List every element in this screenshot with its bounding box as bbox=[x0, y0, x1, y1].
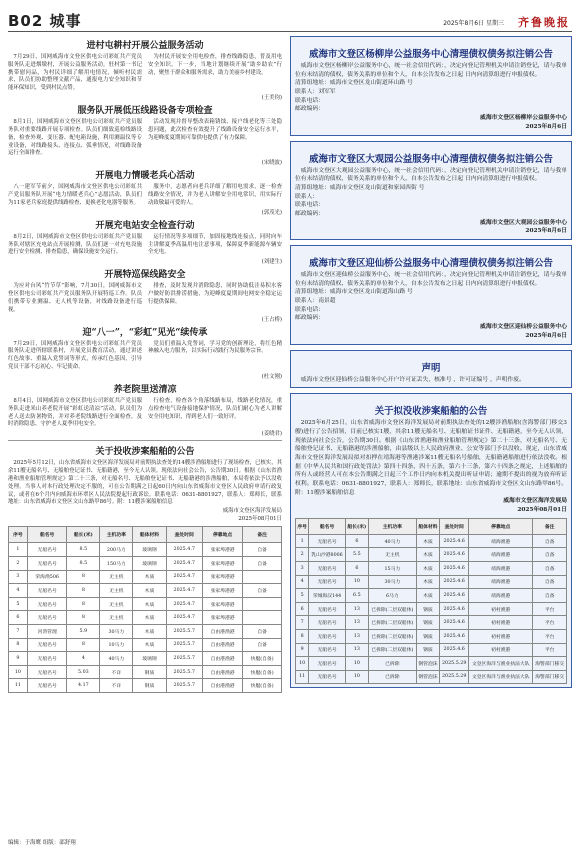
notice-text: 威海市文登区大观园公益服务中心，统一社会信用代码：，决定向登记管理机关申请注销登记，请与我单位有未结清的债权、债务关系的单位和个人，自本公告发布之日起 日内向清算组进行申报债权。 bbox=[295, 167, 567, 183]
table-cell: 5 bbox=[296, 589, 309, 603]
table-cell: 2025.5.7 bbox=[166, 679, 202, 693]
table-cell: 40马力 bbox=[368, 534, 416, 548]
table-cell: 9 bbox=[296, 643, 309, 657]
page-footer: 编辑：于海鹰 组版：邵舒翔 bbox=[8, 840, 76, 846]
page-header bbox=[8, 4, 572, 32]
article-author: (王占桥) bbox=[261, 316, 282, 323]
table-cell: 张家埠港港 bbox=[202, 597, 242, 611]
table-row bbox=[9, 597, 282, 611]
table-cell: 快艇(自备) bbox=[243, 679, 282, 693]
table-cell: 靖海渔港 bbox=[469, 548, 533, 562]
article-text: 7月29日，国网威海市文登区供电公司彩虹共产党员服务队走进所辖联系村，开展党员教育活动，通过讲述红色故事、重温入党誓词等形式，传承红色基因，引导党员干部不忘初心、牢记使命。 bbox=[8, 340, 142, 371]
table-cell: 文登区海洋与渔业执法大队 bbox=[469, 657, 533, 671]
table-cell: 7 bbox=[9, 624, 28, 638]
article-text: 运行情况等多项细节，加固接地线连接点，同时向车主讲解夏季高温用电注意事项，保障夏季新能源车辆安全充电。 bbox=[148, 233, 282, 256]
article-author: (王美钧) bbox=[261, 95, 282, 102]
table-cell: 6 bbox=[345, 534, 368, 548]
article-title: 开展特巡保线路安全 bbox=[104, 270, 186, 281]
table-cell: 张家埠港港 bbox=[202, 556, 242, 570]
table-cell: 2025.4.7 bbox=[166, 584, 202, 598]
vessel-table bbox=[295, 518, 567, 685]
table-cell: 玻璃钢 bbox=[133, 556, 166, 570]
table-header: 查处时间 bbox=[440, 518, 469, 534]
table-header: 停靠地点 bbox=[469, 518, 533, 534]
table-row bbox=[296, 670, 567, 684]
table-cell: 平台 bbox=[533, 602, 567, 616]
table-cell: 2 bbox=[9, 556, 28, 570]
table-cell: 2025.5.29 bbox=[440, 657, 469, 671]
table-cell: 已拆除 bbox=[368, 670, 416, 684]
table-cell: 13 bbox=[345, 616, 368, 630]
table-cell: 无主机 bbox=[100, 611, 133, 625]
table-cell: 平台 bbox=[533, 643, 567, 657]
notice-date: 2025年8月6日 bbox=[525, 332, 567, 339]
table-cell: 自备 bbox=[243, 556, 282, 570]
section-title: B02 城事 bbox=[8, 12, 82, 30]
table-cell: 木质 bbox=[416, 561, 439, 575]
notice-title: 威海市文登区迎仙桥公益服务中心清理债权债务拟注销公告 bbox=[309, 258, 553, 269]
table-cell: 自备 bbox=[533, 589, 567, 603]
notice-contact: 联系人：南景超 bbox=[295, 298, 336, 305]
table-cell: 13 bbox=[345, 643, 368, 657]
table-cell: 6 bbox=[296, 602, 309, 616]
table-header: 主机功率 bbox=[100, 527, 133, 543]
table-cell: 无船名号 bbox=[309, 575, 345, 589]
table-header: 船长(米) bbox=[345, 518, 368, 534]
table-cell: 13 bbox=[345, 602, 368, 616]
deregistration-notice bbox=[290, 141, 572, 241]
table-cell: 钢管泡沫 bbox=[416, 670, 439, 684]
table-cell: 初村渔港 bbox=[469, 629, 533, 643]
table-row bbox=[9, 556, 282, 570]
right-column bbox=[290, 36, 572, 836]
table-cell: 自由港渔港 bbox=[202, 652, 242, 666]
issue-date: 2025年8月6日 星期三 bbox=[443, 20, 504, 27]
vessel-table bbox=[8, 526, 282, 693]
table-row bbox=[9, 570, 282, 584]
table-row bbox=[296, 561, 567, 575]
table-cell: 已拆除(二层双船体) bbox=[368, 643, 416, 657]
article bbox=[8, 325, 282, 380]
article-text: 排查，及时发现并消除隐患，同时协助低洼易积水客户做好防洪排涝措施，为迎峰度夏期间电网安全稳定运行提供保障。 bbox=[148, 283, 282, 305]
article bbox=[8, 267, 282, 322]
table-cell: 钢质 bbox=[416, 629, 439, 643]
table-cell: 张家埠港港 bbox=[202, 584, 242, 598]
table-cell: 2025.4.7 bbox=[166, 570, 202, 584]
table-cell: 2025.5.7 bbox=[166, 665, 202, 679]
table-header: 船长(米) bbox=[67, 527, 100, 543]
table-row bbox=[9, 652, 282, 666]
table-cell: 玻璃钢 bbox=[133, 652, 166, 666]
table-cell: 11 bbox=[296, 670, 309, 684]
table-cell: 自备 bbox=[243, 624, 282, 638]
table-cell: 2025.4.6 bbox=[440, 589, 469, 603]
table-cell: 6 bbox=[9, 611, 28, 625]
table-cell: 木质 bbox=[416, 589, 439, 603]
table-cell: 无船名号 bbox=[309, 534, 345, 548]
notice-phone: 联系电话： bbox=[295, 202, 324, 209]
table-cell: 自备 bbox=[243, 543, 282, 557]
article-author: (宋晓波) bbox=[261, 160, 282, 167]
table-row bbox=[296, 602, 567, 616]
article-text: 8月4日，国网威海市文登区供电公司彩虹共产党员服务队走进米山养老院开展“彩虹送清凉”活动，队员们为老人送去防暑物资，并对养老院线路进行全面检查，及时消除隐患，守护老人夏季用电安全。 bbox=[8, 397, 142, 428]
table-cell: 无船名号 bbox=[309, 616, 345, 630]
table-cell: 张家埠港港 bbox=[202, 543, 242, 557]
table-cell: 已拆除(二层双船体) bbox=[368, 629, 416, 643]
table-cell: 不详 bbox=[100, 665, 133, 679]
left-column bbox=[8, 36, 282, 836]
table-row bbox=[9, 611, 282, 625]
statement-box bbox=[290, 350, 572, 389]
table-cell: 1 bbox=[296, 534, 309, 548]
table-cell: 钢管泡沫 bbox=[416, 657, 439, 671]
table-cell: 无船名号 bbox=[27, 638, 67, 652]
table-cell: 无船名号 bbox=[309, 670, 345, 684]
table-row bbox=[9, 638, 282, 652]
deregistration-notice bbox=[290, 245, 572, 345]
table-cell: 靖海渔港 bbox=[469, 589, 533, 603]
table-cell: 平台 bbox=[533, 616, 567, 630]
table-row bbox=[9, 584, 282, 598]
notice-address: 清算组地址：威海市文登区龙山街道和家园西街 号 bbox=[295, 184, 425, 191]
notice-contact: 联系人： bbox=[295, 193, 319, 200]
table-cell: 10马力 bbox=[100, 638, 133, 652]
notice-zip: 邮政编码： bbox=[295, 210, 324, 217]
table-row bbox=[296, 657, 567, 671]
table-cell: 无主机 bbox=[100, 597, 133, 611]
notice-org: 威海市文登区迎仙桥公益服务中心 bbox=[480, 324, 567, 331]
table-cell: 2025.4.6 bbox=[440, 643, 469, 657]
table-cell: 无主机 bbox=[100, 570, 133, 584]
table-cell: 平台 bbox=[533, 629, 567, 643]
notice-date: 2025年08月01日 bbox=[517, 507, 567, 514]
table-cell: 初村渔港 bbox=[469, 602, 533, 616]
table-cell: 初村渔港 bbox=[469, 643, 533, 657]
table-cell: 2025.5.7 bbox=[166, 652, 202, 666]
article-text: 行检查，检查各个角落线路布局，线路老化情况，重点检查电气设备接地保护情况，队员们耐心为老人讲解安全用电知识，得到老人们一致好评。 bbox=[148, 397, 282, 420]
table-cell: 2025.4.7 bbox=[166, 543, 202, 557]
table-cell: 6.5 bbox=[345, 589, 368, 603]
table-cell: 2025.4.7 bbox=[166, 611, 202, 625]
table-header: 主机功率 bbox=[368, 518, 416, 534]
table-cell: 200马力 bbox=[100, 543, 133, 557]
table-cell: 玻璃钢 bbox=[133, 543, 166, 557]
table-cell bbox=[243, 570, 282, 584]
article-text: 活动发现并督导整改表箱锈蚀、接户线老化等三处隐患问题，此次检查有效提升了线路设备安全运行水平，为迎峰度夏期间可靠供电提供了有力保障。 bbox=[148, 119, 282, 141]
table-cell bbox=[243, 611, 282, 625]
table-cell: 自由港渔港 bbox=[202, 665, 242, 679]
notice-confiscation bbox=[8, 444, 282, 693]
table-cell: 自备 bbox=[533, 575, 567, 589]
table-header: 停靠地点 bbox=[202, 527, 242, 543]
table-cell: 13 bbox=[345, 629, 368, 643]
table-cell: 40马力 bbox=[100, 652, 133, 666]
table-cell: 30马力 bbox=[368, 575, 416, 589]
table-row bbox=[296, 534, 567, 548]
table-cell: 5.9 bbox=[67, 624, 100, 638]
table-cell: 无船名号 bbox=[27, 679, 67, 693]
table-cell: 木质 bbox=[133, 570, 166, 584]
notice-date: 2025年08月01日 bbox=[238, 516, 282, 523]
table-cell: 10 bbox=[345, 657, 368, 671]
article-title: 进村屯耕村开展公益服务活动 bbox=[86, 41, 204, 51]
table-cell: 钢质 bbox=[416, 602, 439, 616]
article-text: 7月29日，国网威海市文登区供电公司彩虹共产党员服务队走进烟墩村，开展公益服务活动。驻村第一书记携带慰问品，为村民详细了解用电情况，倾听村民需求，队员们协助整理文献产品，通报电力安全知识和节能环保知识，受到村民点赞。 bbox=[8, 54, 142, 92]
table-cell: 自备 bbox=[243, 638, 282, 652]
table-cell: 8 bbox=[67, 611, 100, 625]
table-cell: 文登区海洋与渔业执法大队 bbox=[469, 670, 533, 684]
article-text: 党员们重温入党誓词，学习党的创新理论，将红色精神融入电力服务，以实际行动践行为民服务宗旨。 bbox=[148, 340, 282, 355]
table-cell: 4 bbox=[67, 652, 100, 666]
table-cell: 无船名号 bbox=[309, 602, 345, 616]
notice-org: 威海市文登区大观园公益服务中心 bbox=[480, 219, 567, 226]
table-row bbox=[296, 589, 567, 603]
article-author: (杜文刚) bbox=[261, 373, 282, 380]
table-cell: 9 bbox=[9, 652, 28, 666]
table-row bbox=[9, 624, 282, 638]
table-cell: 8 bbox=[67, 584, 100, 598]
table-cell: 150马力 bbox=[100, 556, 133, 570]
table-cell: 11 bbox=[9, 679, 28, 693]
table-cell: 无船名号 bbox=[309, 657, 345, 671]
table-cell: 无船名号 bbox=[27, 584, 67, 598]
table-cell: 木质 bbox=[133, 624, 166, 638]
table-row bbox=[296, 629, 567, 643]
table-cell: 7 bbox=[296, 616, 309, 630]
table-cell: 2025.4.6 bbox=[440, 548, 469, 562]
table-cell: 海警部门移交 bbox=[533, 670, 567, 684]
table-row bbox=[9, 665, 282, 679]
table-cell: 2025.4.6 bbox=[440, 602, 469, 616]
table-cell: 2025.4.6 bbox=[440, 616, 469, 630]
table-header: 序号 bbox=[9, 527, 28, 543]
article-text: 8月2日，国网威海市文登区供电公司彩虹共产党员服务队对辖区充电站点开展检测，队员们逐一对充电设施进行安全检测，排查隐患，确保设施安全运行。 bbox=[8, 233, 142, 256]
table-cell: 5 bbox=[9, 597, 28, 611]
notice-text: 威海市文登区杨柳岸公益服务中心，统一社会信用代码：，决定向登记管理机关申请注销登记，请与我单位有未结清的债权、债务关系的单位和个人，自本公告发布之日起 日内向清算组进行申报债权。 bbox=[295, 63, 567, 78]
table-cell: 乳山沙港8006 bbox=[309, 548, 345, 562]
notice-date: 2025年8月6日 bbox=[525, 123, 567, 130]
table-cell: 3 bbox=[9, 570, 28, 584]
table-cell: 自备 bbox=[533, 561, 567, 575]
notice-title: 关于拟没收涉案船舶的公告 bbox=[374, 406, 488, 418]
table-header: 备注 bbox=[243, 527, 282, 543]
table-cell: 已拆除 bbox=[368, 657, 416, 671]
table-cell: 钢质 bbox=[133, 679, 166, 693]
table-cell: 已拆除(二层双船体) bbox=[368, 616, 416, 630]
notice-org: 威海市文登区杨柳岸公益服务中心 bbox=[480, 115, 567, 122]
table-cell: 海警部门移交 bbox=[533, 657, 567, 671]
statement-text: 威海市文登区迎仙桥公益服务中心开户许可证丢失，核准号 ，许可证编号 ，声明作废。 bbox=[300, 376, 525, 383]
table-cell: 2025.4.6 bbox=[440, 534, 469, 548]
notice-address: 清算组地址：威海市文登区龙山街道环山路 号 bbox=[295, 80, 413, 87]
table-cell: 6 bbox=[345, 561, 368, 575]
table-header: 船名号 bbox=[27, 527, 67, 543]
notice-phone: 联系电话： bbox=[295, 97, 324, 104]
table-cell: 5.5 bbox=[345, 548, 368, 562]
table-cell: 4 bbox=[9, 584, 28, 598]
article-text: 八一建军节前夕，国网威海市文登区供电公司彩虹共产党员服务队开展“电力情暖老兵心”志愿活动，队员们为11家老兵家庭提供线路检查、更换老化电器等服务。 bbox=[8, 184, 142, 206]
table-cell: 6马力 bbox=[368, 589, 416, 603]
article-text: 服务中，志愿者向老兵详细了解用电需求，逐一检查线路安全情况，并为老人讲解安全用电常识，用实际行动致敬最可爱的人。 bbox=[148, 184, 282, 206]
table-cell: 无主机 bbox=[368, 548, 416, 562]
table-cell: 无船名号 bbox=[309, 629, 345, 643]
article-title: 养老院里送清凉 bbox=[113, 384, 177, 395]
notice-text: 威海市文登区迎仙桥公益服务中心，统一社会信用代码：，决定向登记管理机关申请注销登记，请与我单位有未结清的债权、债务关系的单位和个人，自本公告发布之日起 日内向清算组进行申报债权。 bbox=[295, 272, 567, 287]
table-cell: 木质 bbox=[133, 638, 166, 652]
table-header: 船名号 bbox=[309, 518, 345, 534]
table-cell: 30马力 bbox=[100, 624, 133, 638]
article-title: 服务队开展低压线路设备专项检查 bbox=[77, 106, 213, 117]
table-cell: 木质 bbox=[416, 575, 439, 589]
statement-title: 声明 bbox=[421, 362, 441, 374]
notice-text: 2025年6月25日，山东省威海市文登区海洋发展局对前期执法查处的12艘涉渔船舶(含海警部门移交3艘)进行了公告招领，目前已核实1艘，其余11艘无船名号、无船舶证书证件、无船籍港，至今无人认领，现依法向社会公告，公告期30日。根据《山东省渔港和渔业船舶管理规定》第二十三条，对无船名号、无船舶登记证书、无船籍港的涉渔船舶，由县级以上人民政府渔业、公安等部门予以没收。现定，山东省威海市文登区海洋发展局拟对扣押在靖海港等渔港涉案11艘无船名号船舶，无船籍港船舶进行依法没收。根据《中华人民共和国行政处罚法》第四十四条、四十五条，第六十三条，第六十四条之规定，上述船舶的所有人或经营人可在本公告期满之日起三个工作日内向本机关提出听证申请；逾期不提出的视为放弃听证权利。联系电话：0631-8801927，联系人：郑师长，联系地址：山东省威海市文登区文山东路甲86号。附：11艘涉案船舶信息 bbox=[295, 420, 567, 496]
notice-address: 清算组地址：威海市文登区龙山街道海山路 号 bbox=[295, 289, 413, 296]
notice-title: 威海市文登区大观园公益服务中心清理债权债务拟注销公告 bbox=[309, 153, 553, 165]
notice-title: 关于投收涉案船舶的公告 bbox=[95, 447, 195, 458]
article bbox=[8, 218, 282, 265]
table-cell: 2 bbox=[296, 548, 309, 562]
table-cell: 3 bbox=[296, 561, 309, 575]
table-cell: 张家埠港港 bbox=[202, 611, 242, 625]
table-cell: 8.5 bbox=[67, 556, 100, 570]
notice-text: 2025年5月12日，山东省威海市文登区海洋发展局对前期执法查处的14艘涉渔船舶进行了现场检查，已核实，其余11艘无船名号、无船舶登记证书、无船籍港，至今无人认领。现依法向社会公告，公告期30日。根据《山东省渔港和渔业船舶管理规定》第二十三条，对无船名号、无船舶登记证书、无船籍港的涉渔船舶，本局将依法予以没收处理。当事人对本行政处理决定不服的，可在公告期满之日起60日内向山东省威海市文登区人民政府申请行政复议，或者在6个月内向威海市环翠区人民法院提起行政诉讼。联系电话：0631-8801927，联系人：郑师长，联系地址：山东省威海市文登区文山东路甲86号。附：11艘涉案船舶信息 bbox=[8, 460, 282, 506]
table-cell: 自备 bbox=[533, 548, 567, 562]
notice-phone: 联系电话： bbox=[295, 306, 324, 313]
table-cell: 无船名号 bbox=[27, 543, 67, 557]
table-cell: 靖海渔港 bbox=[469, 575, 533, 589]
table-cell: 8 bbox=[296, 629, 309, 643]
table-cell: 4 bbox=[296, 575, 309, 589]
table-cell: 8 bbox=[67, 638, 100, 652]
article-title: 开展电力情暖老兵心活动 bbox=[95, 171, 195, 182]
notice-zip: 邮政编码： bbox=[295, 315, 324, 322]
table-cell: 2025.5.7 bbox=[166, 638, 202, 652]
table-cell: 1 bbox=[9, 543, 28, 557]
table-cell: 2025.4.7 bbox=[166, 556, 202, 570]
table-cell: 2025.4.6 bbox=[440, 561, 469, 575]
article-title: 迎“八一”，“彩虹”见光“续传承 bbox=[82, 327, 208, 338]
table-cell: 10 bbox=[345, 670, 368, 684]
table-cell: 2025.5.29 bbox=[440, 670, 469, 684]
table-cell: 自由港渔港 bbox=[202, 624, 242, 638]
table-header: 备注 bbox=[533, 518, 567, 534]
table-cell: 4.17 bbox=[67, 679, 100, 693]
table-cell: 不详 bbox=[100, 679, 133, 693]
deregistration-notice bbox=[290, 36, 572, 136]
notice-title: 威海市文登区杨柳岸公益服务中心清理债权债务拟注销公告 bbox=[309, 49, 553, 60]
table-cell: 河湾管理 bbox=[27, 624, 67, 638]
table-cell: 2025.4.6 bbox=[440, 575, 469, 589]
table-cell: 木质 bbox=[133, 584, 166, 598]
table-header: 船体材料 bbox=[416, 518, 439, 534]
table-cell: 15马力 bbox=[368, 561, 416, 575]
table-row bbox=[9, 543, 282, 557]
table-cell: 10 bbox=[9, 665, 28, 679]
table-cell: 无船名号 bbox=[27, 556, 67, 570]
article-text: 为应对台风“竹节草”影响，7月30日，国网威海市文登区供电公司彩虹共产党员服务队开展特巡工作。队员们携带专业测温、无人机等设备，对线路设备进行巡视。 bbox=[8, 283, 142, 313]
paper-logo: 齐鲁晚报 bbox=[518, 16, 570, 29]
article bbox=[8, 103, 282, 166]
table-cell: 10 bbox=[296, 657, 309, 671]
table-cell: 2025.5.7 bbox=[166, 624, 202, 638]
notice-contact: 联系人：刘军军 bbox=[295, 89, 336, 96]
table-cell: 8 bbox=[9, 638, 28, 652]
table-row bbox=[296, 548, 567, 562]
article-text: 为村民开展安全用电检查，排查线路隐患，普及用电安全知识。下一步，当地计划继续开展“助乡助农”行动，聚焦于群众和服务需求，助力美丽乡村建设。 bbox=[148, 54, 282, 76]
table-cell: 快艇(自备) bbox=[243, 665, 282, 679]
table-cell: 自由港渔港 bbox=[202, 679, 242, 693]
notice-confiscation bbox=[290, 393, 572, 688]
table-cell: 2025.4.7 bbox=[166, 597, 202, 611]
table-cell: 钢质 bbox=[416, 616, 439, 630]
table-cell: 2025.4.6 bbox=[440, 629, 469, 643]
article-author: (刘建生) bbox=[261, 259, 282, 266]
table-header: 船体材料 bbox=[133, 527, 166, 543]
table-cell: 已拆除(二层双船体) bbox=[368, 602, 416, 616]
table-cell: 钢质 bbox=[416, 643, 439, 657]
table-cell: 自由港渔港 bbox=[202, 638, 242, 652]
table-cell: 靖海渔港 bbox=[469, 534, 533, 548]
article-text: 8月1日，国网威海市文登区供电公司彩虹共产党员服务队对重要线路开展专项检查。队员们细致巡检线路设备，检查外观、变压器、配电箱设施，利用测温仪等专业设备，对线路接头、连接点、弧垂情况，对线路设备运行全面排查。 bbox=[8, 119, 142, 157]
table-cell: 无船名号 bbox=[27, 611, 67, 625]
table-cell: 自备 bbox=[243, 584, 282, 598]
table-cell: 8 bbox=[67, 570, 100, 584]
table-cell: 10 bbox=[345, 575, 368, 589]
table-row bbox=[9, 679, 282, 693]
table-cell bbox=[243, 597, 282, 611]
table-header: 查处时间 bbox=[166, 527, 202, 543]
table-cell: 无船名号 bbox=[27, 665, 67, 679]
article bbox=[8, 38, 282, 101]
table-cell: 荣城海汉144 bbox=[309, 589, 345, 603]
table-cell: 木质 bbox=[416, 548, 439, 562]
notice-org: 威海市文登区海洋发展局 bbox=[222, 508, 282, 515]
table-cell: 初村渔港 bbox=[469, 616, 533, 630]
table-cell: 木质 bbox=[133, 611, 166, 625]
table-cell: 5.03 bbox=[67, 665, 100, 679]
notice-date: 2025年8月6日 bbox=[525, 228, 567, 235]
table-cell: 无主机 bbox=[100, 584, 133, 598]
article bbox=[8, 382, 282, 437]
article-author: (姜晓君) bbox=[261, 431, 282, 438]
table-cell: 快艇(自备) bbox=[243, 652, 282, 666]
table-cell: 无船名号 bbox=[27, 597, 67, 611]
table-cell: 8 bbox=[67, 597, 100, 611]
table-cell: 张家埠港港 bbox=[202, 570, 242, 584]
table-cell: 8.5 bbox=[67, 543, 100, 557]
table-cell: 自备 bbox=[533, 534, 567, 548]
table-cell: 无船名号 bbox=[309, 643, 345, 657]
table-row bbox=[296, 616, 567, 630]
notice-org: 威海市文登区海洋发展局 bbox=[503, 498, 567, 505]
table-cell: 无船名号 bbox=[27, 652, 67, 666]
notice-zip: 邮政编码： bbox=[295, 106, 324, 113]
article-author: (郭茂光) bbox=[261, 209, 282, 216]
table-row bbox=[296, 575, 567, 589]
article bbox=[8, 168, 282, 215]
table-cell: 荣海渔506 bbox=[27, 570, 67, 584]
table-cell: 木质 bbox=[133, 597, 166, 611]
table-row bbox=[296, 643, 567, 657]
table-header: 序号 bbox=[296, 518, 309, 534]
table-cell: 靖海渔港 bbox=[469, 561, 533, 575]
table-cell: 木质 bbox=[416, 534, 439, 548]
table-cell: 无船名号 bbox=[309, 561, 345, 575]
table-cell: 钢质 bbox=[133, 665, 166, 679]
article-title: 开展充电站安全检查行动 bbox=[95, 220, 195, 231]
